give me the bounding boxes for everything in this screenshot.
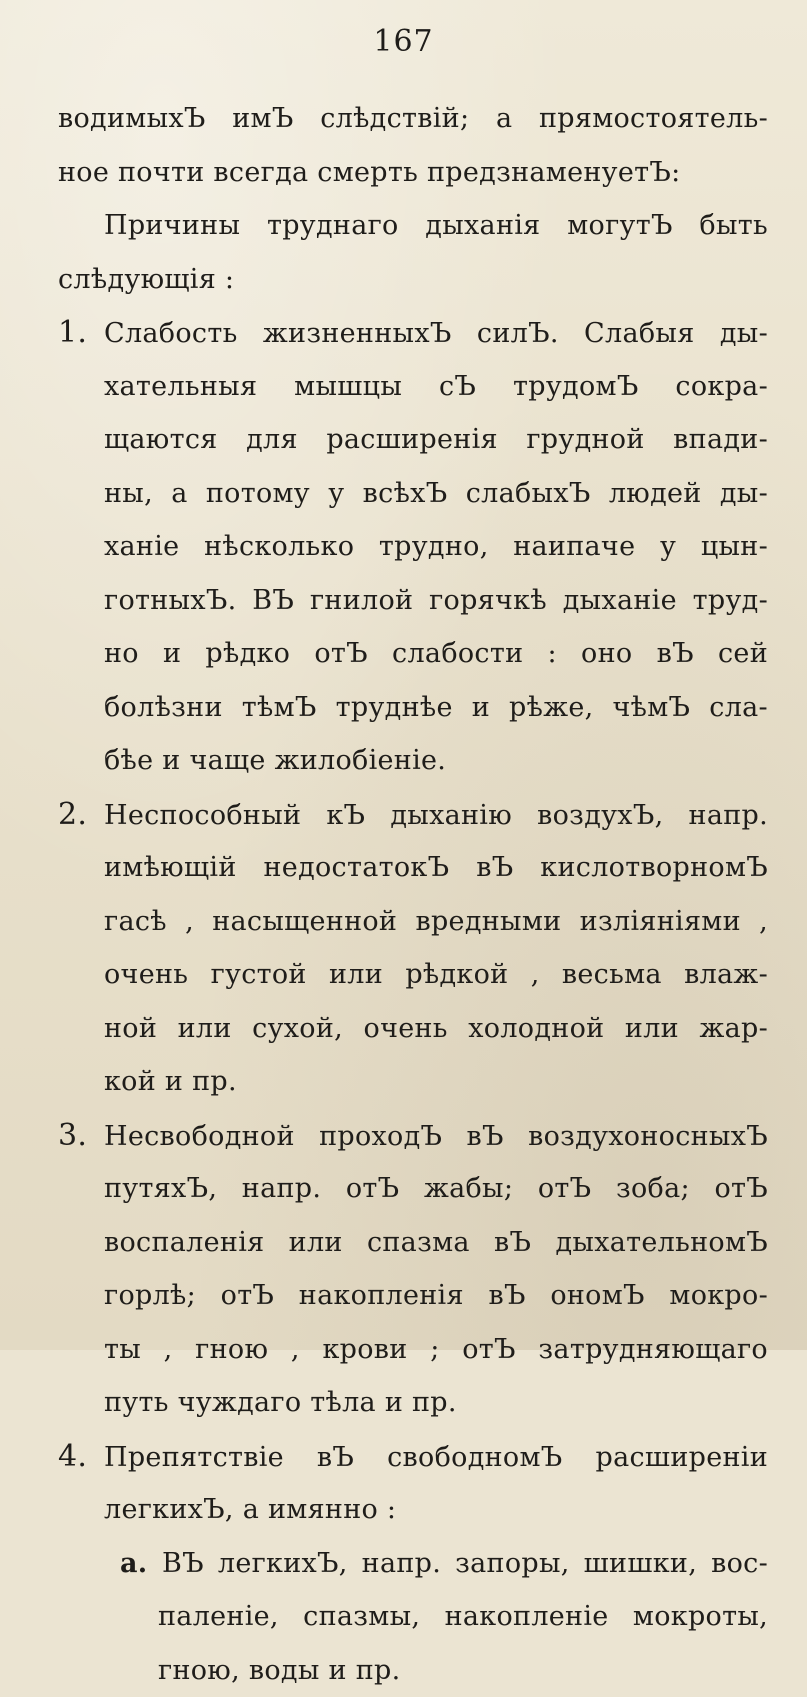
text-line: щаются для расширенія грудной впади- <box>58 413 768 467</box>
page-number: 167 <box>0 24 807 59</box>
list-marker-3: 3. <box>58 1109 104 1163</box>
text-line: гасѣ , насыщенной вредными изліяніями , <box>58 895 768 949</box>
text-line: хательныя мышцы сЪ трудомЪ сокра- <box>58 360 768 414</box>
sub-item-a-first-line <box>58 1537 768 1591</box>
text-line: паленіе, спазмы, накопленіе мокроты, <box>58 1590 768 1644</box>
text-line: воспаленія или спазма вЪ дыхательномЪ <box>58 1216 768 1270</box>
list-item-4-first-line <box>58 1430 768 1484</box>
list-item-1-text: Слабость жизненныхЪ силЪ. Слабыя ды- <box>104 318 768 349</box>
list-item-1-first-line <box>58 306 768 360</box>
text-line: ханіе нѣсколько трудно, наипаче у цын- <box>58 520 768 574</box>
sub-item-marker-a: a. <box>120 1537 162 1591</box>
list-marker-1: 1. <box>58 306 104 360</box>
list-item-4-text: Препятствіе вЪ свободномЪ расширеніи <box>104 1442 768 1473</box>
text-line: ной или сухой, очень холодной или жар- <box>58 1002 768 1056</box>
list-marker-4: 4. <box>58 1430 104 1484</box>
page-body <box>58 92 768 1697</box>
text-line: имѣющій недостатокЪ вЪ кислотворномЪ <box>58 841 768 895</box>
text-line: легкихЪ, а имянно : <box>58 1483 768 1537</box>
text-line: ны, а потому у всѣхЪ слабыхЪ людей ды- <box>58 467 768 521</box>
text-line: очень густой или рѣдкой , весьма влаж- <box>58 948 768 1002</box>
text-line: бѣе и чаще жилобіеніе. <box>58 734 768 788</box>
text-line: горлѣ; отЪ накопленія вЪ ономЪ мокро- <box>58 1269 768 1323</box>
text-line: готныхЪ. ВЪ гнилой горячкѣ дыханіе труд- <box>58 574 768 628</box>
text-line: болѣзни тѣмЪ труднѣе и рѣже, чѣмЪ сла- <box>58 681 768 735</box>
list-item-2-first-line <box>58 788 768 842</box>
sub-item-a-text: ВЪ легкихЪ, напр. запоры, шишки, вос- <box>162 1548 768 1579</box>
list-marker-2: 2. <box>58 788 104 842</box>
text-line: ное почти всегда смерть предзнаменуетЪ: <box>58 146 768 200</box>
paragraph-start-line: Причины труднаго дыханія могутЪ быть <box>58 199 768 253</box>
text-line: слѣдующія : <box>58 253 768 307</box>
text-line: гною, воды и пр. <box>58 1644 768 1697</box>
list-item-2-text: Неспособный кЪ дыханію воздухЪ, напр. <box>104 800 768 831</box>
text-line: путяхЪ, напр. отЪ жабы; отЪ зоба; отЪ <box>58 1162 768 1216</box>
text-line: путь чуждаго тѣла и пр. <box>58 1376 768 1430</box>
list-item-3-first-line <box>58 1109 768 1163</box>
list-item-3-text: Несвободной проходЪ вЪ воздухоносныхЪ <box>104 1121 768 1152</box>
text-line: но и рѣдко отЪ слабости : оно вЪ сей <box>58 627 768 681</box>
text-line: кой и пр. <box>58 1055 768 1109</box>
text-line: ты , гною , крови ; отЪ затрудняющаго <box>58 1323 768 1377</box>
text-line: водимыхЪ имЪ слѣдствій; а прямостоятель- <box>58 92 768 146</box>
